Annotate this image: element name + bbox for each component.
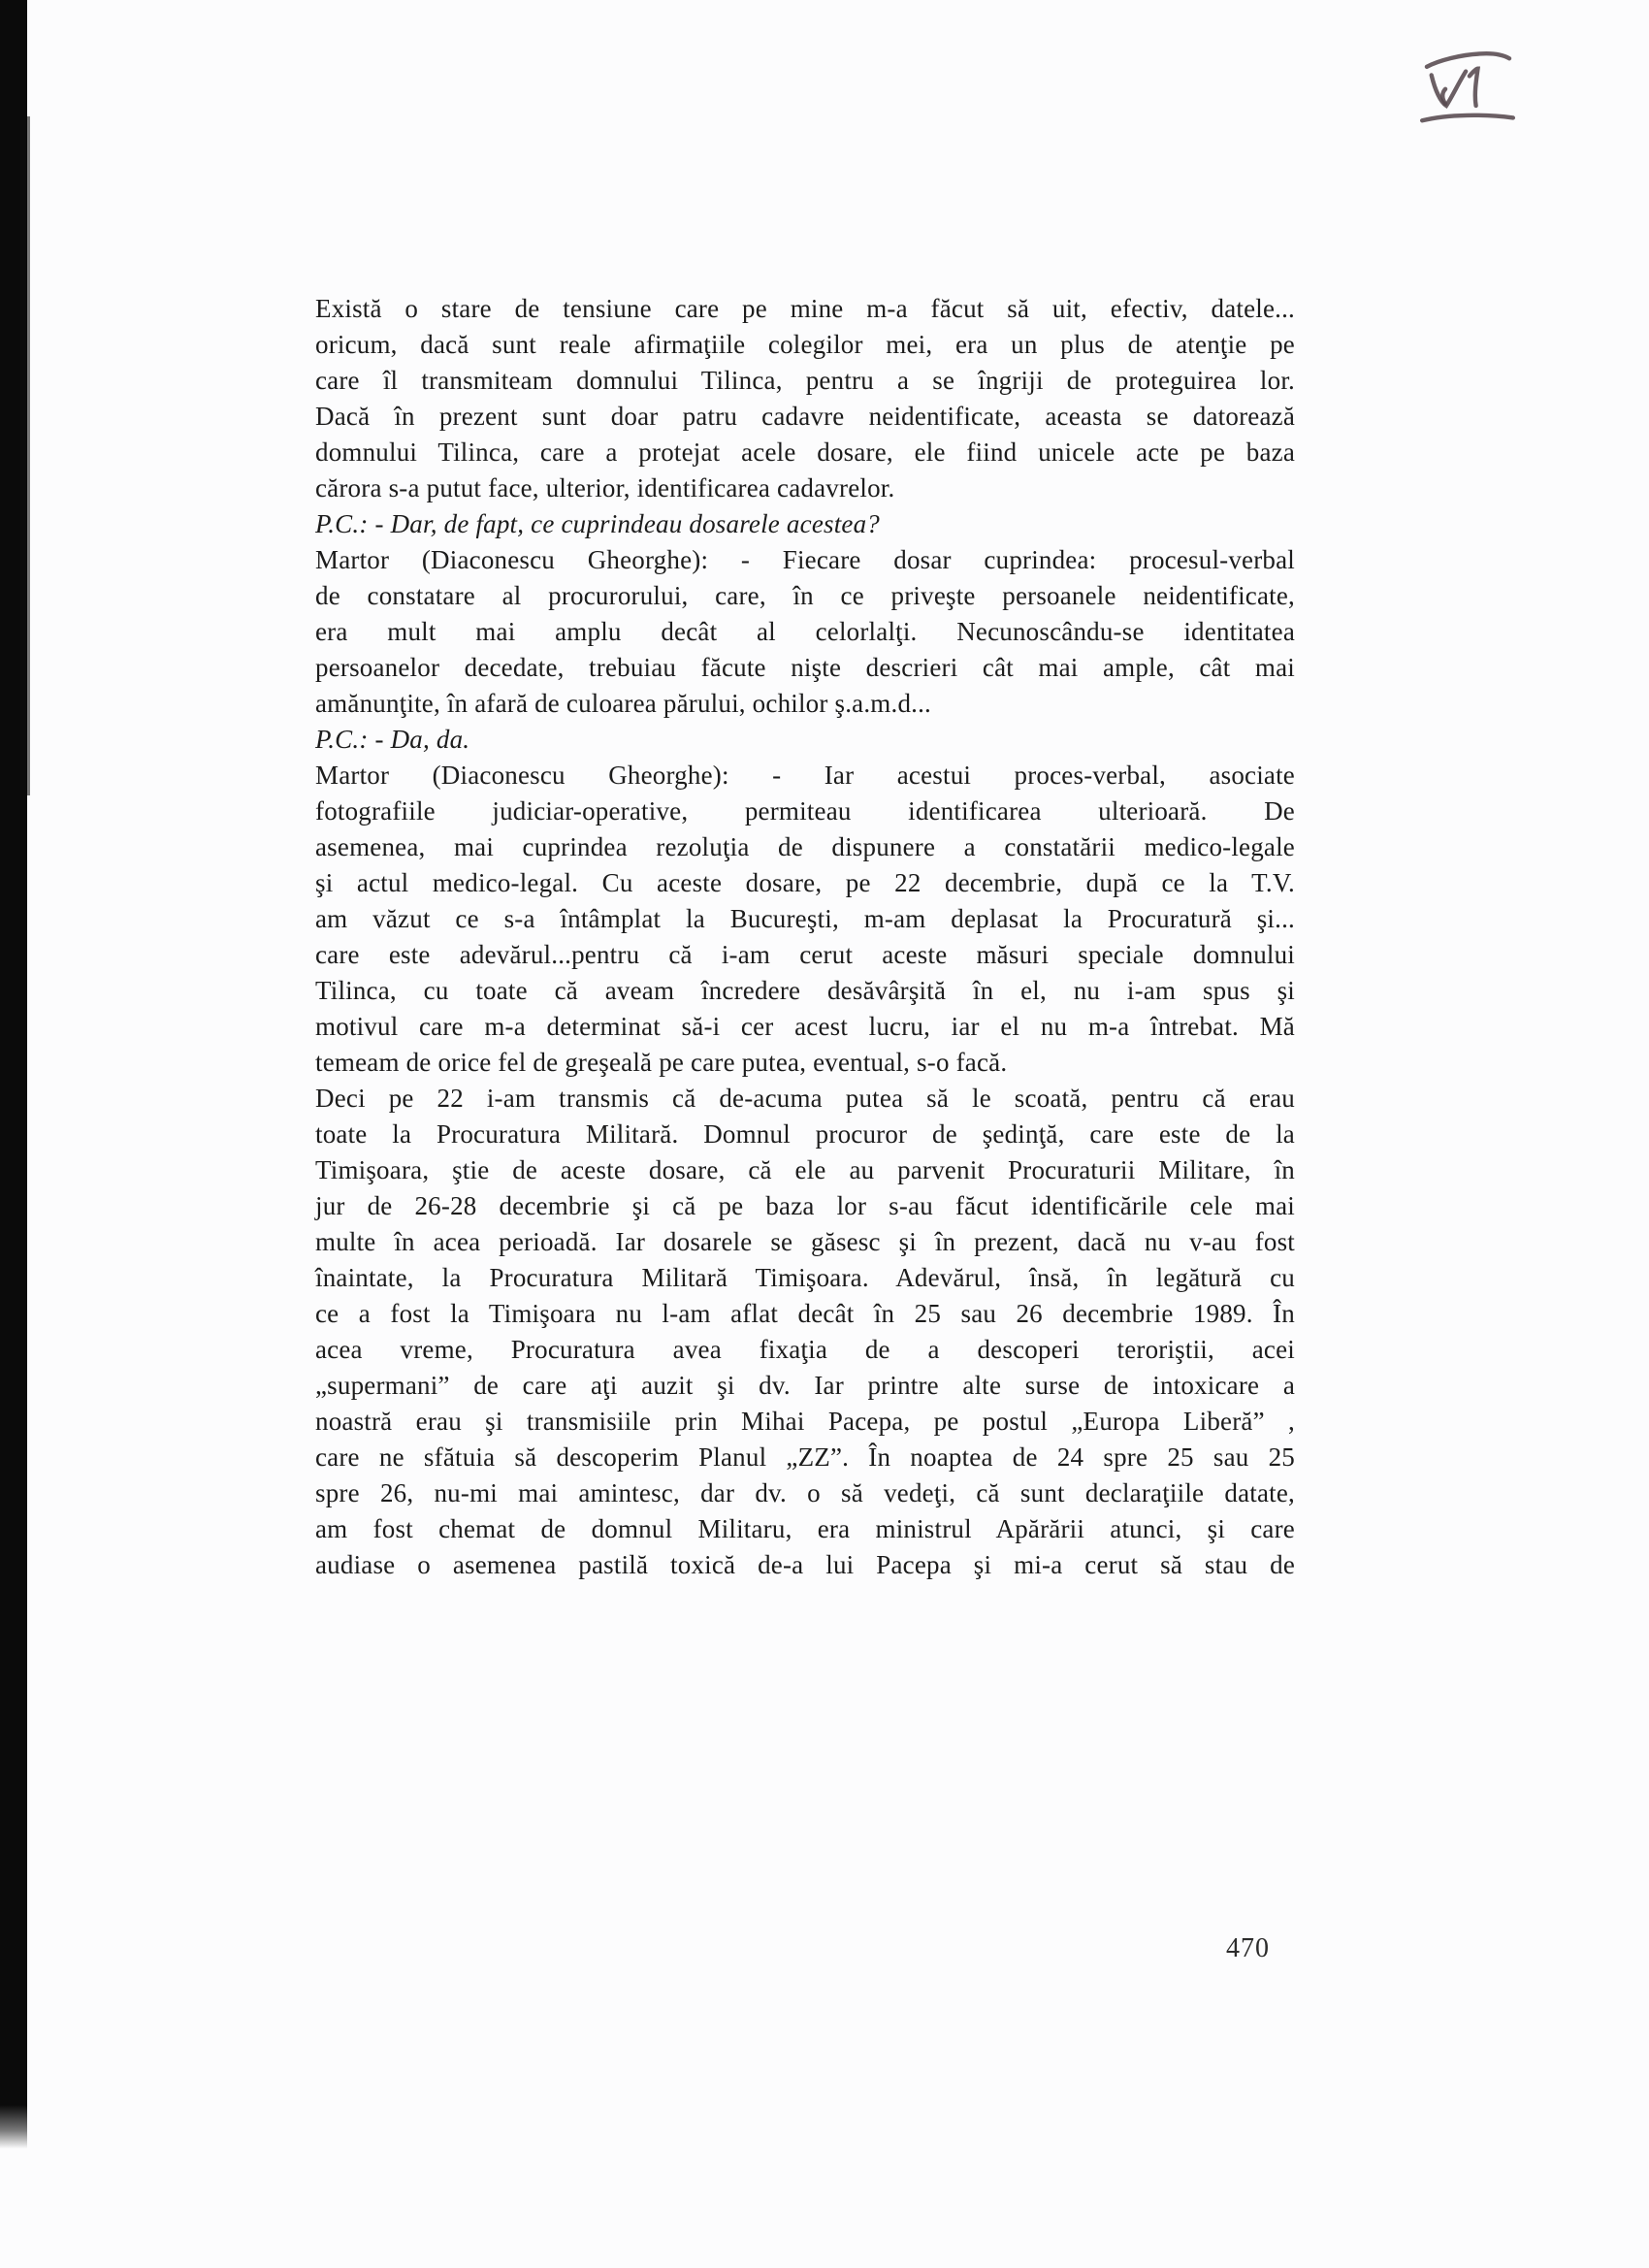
text-line: acea vreme, Procuratura avea fixaţia de a descoperi teroriştii, acei <box>315 1335 1295 1364</box>
text-line: Deci pe 22 i-am transmis că de-acuma putea să le scoată, pentru că erau <box>315 1084 1295 1113</box>
text-line: P.C.: - Da, da. <box>315 725 470 754</box>
text-line: temeam de orice fel de greşeală pe care putea, eventual, s-o facă. <box>315 1048 1008 1077</box>
text-line: Martor (Diaconescu Gheorghe): - Fiecare dosar cuprindea: procesul-verbal <box>315 545 1295 574</box>
text-line: cărora s-a putut face, ulterior, identificarea cadavrelor. <box>315 473 895 502</box>
text-line: Martor (Diaconescu Gheorghe): - Iar acestui proces-verbal, asociate <box>315 761 1295 790</box>
scan-edge-shadow <box>0 0 27 2149</box>
text-line: de constatare al procurorului, care, în ce priveşte persoanele neidentificate, <box>315 581 1295 610</box>
text-line: înaintate, la Procuratura Militară Timişoara. Adevărul, însă, în legătură cu <box>315 1263 1295 1292</box>
text-line: „supermani” de care aţi auzit şi dv. Iar printre alte surse de intoxicare a <box>315 1371 1295 1400</box>
text-line: Timişoara, ştie de aceste dosare, că ele au parvenit Procuraturii Militare, în <box>315 1155 1295 1184</box>
text-line: domnului Tilinca, care a protejat acele dosare, ele fiind unicele acte pe baza <box>315 437 1295 467</box>
text-line: era mult mai amplu decât al celorlalţi. Necunoscându-se identitatea <box>315 617 1295 646</box>
text-line: multe în acea perioadă. Iar dosarele se găsesc şi în prezent, dacă nu v-au fost <box>315 1227 1295 1256</box>
text-line: amănunţite, în afară de culoarea părului, ochilor ş.a.m.d... <box>315 689 932 718</box>
text-line: care ne sfătuia să descoperim Planul „ZZ”. În noaptea de 24 spre 25 sau 25 <box>315 1442 1295 1472</box>
text-line: fotografiile judiciar-operative, permiteau identificarea ulterioară. De <box>315 796 1295 826</box>
text-line: am văzut ce s-a întâmplat la Bucureşti, m-am deplasat la Procuratură şi... <box>315 904 1295 933</box>
text-line: persoanelor decedate, trebuiau făcute nişte descrieri cât mai ample, cât mai <box>315 653 1295 682</box>
text-line: care îl transmiteam domnului Tilinca, pentru a se îngriji de proteguirea lor. <box>315 366 1295 395</box>
text-block <box>315 291 1295 1583</box>
text-line: Există o stare de tensiune care pe mine m-a făcut să uit, efectiv, datele... <box>315 294 1295 323</box>
text-line: care este adevărul...pentru că i-am cerut aceste măsuri speciale domnului <box>315 940 1295 969</box>
text-line: Dacă în prezent sunt doar patru cadavre neidentificate, aceasta se datorează <box>315 402 1295 431</box>
text-line: asemenea, mai cuprindea rezoluţia de dispunere a constatării medico-legale <box>315 832 1295 861</box>
handwritten-roman-numeral-icon <box>1416 43 1519 126</box>
text-line: noastră erau şi transmisiile prin Mihai Pacepa, pe postul „Europa Liberă” , <box>315 1407 1295 1436</box>
page-number: 470 <box>1226 1933 1270 1963</box>
text-line: jur de 26-28 decembrie şi că pe baza lor s-au făcut identificările cele mai <box>315 1191 1295 1220</box>
text-line: audiase o asemenea pastilă toxică de-a lui Pacepa şi mi-a cerut să stau de <box>315 1550 1295 1579</box>
text-line: Tilinca, cu toate că aveam încredere desăvârşită în el, nu i-am spus şi <box>315 976 1295 1005</box>
text-line: oricum, dacă sunt reale afirmaţiile colegilor mei, era un plus de atenţie pe <box>315 330 1295 359</box>
text-line: şi actul medico-legal. Cu aceste dosare, pe 22 decembrie, după ce la T.V. <box>315 868 1295 897</box>
text-line: am fost chemat de domnul Militaru, era ministrul Apărării atunci, şi care <box>315 1514 1295 1543</box>
text-line: spre 26, nu-mi mai amintesc, dar dv. o să vedeţi, că sunt declaraţiile datate, <box>315 1478 1295 1507</box>
text-line: toate la Procuratura Militară. Domnul procuror de şedinţă, care este de la <box>315 1119 1295 1149</box>
text-line: motivul care m-a determinat să-i cer acest lucru, iar el nu m-a întrebat. Mă <box>315 1012 1295 1041</box>
text-line: P.C.: - Dar, de fapt, ce cuprindeau dosarele acestea? <box>315 509 880 538</box>
text-line: ce a fost la Timişoara nu l-am aflat decât în 25 sau 26 decembrie 1989. În <box>315 1299 1295 1328</box>
